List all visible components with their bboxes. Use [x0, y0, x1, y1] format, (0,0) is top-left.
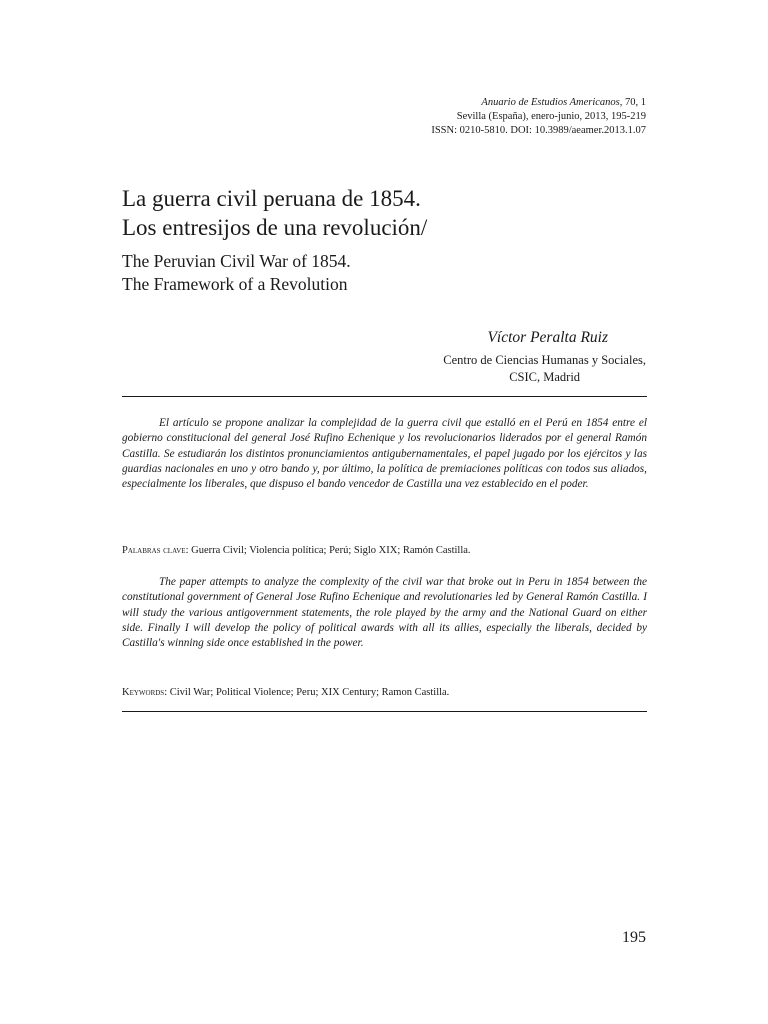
journal-name-line — [431, 96, 646, 110]
journal-issn-doi: ISSN: 0210-5810. DOI: 10.3989/aeamer.2013.1.07 — [431, 125, 646, 136]
title-es-line-2: Los entresijos de una revolución/ — [122, 215, 428, 240]
keywords-spanish-text: Guerra Civil; Violencia política; Perú; Siglo XIX; Ramón Castilla. — [191, 545, 471, 556]
author-block — [443, 328, 646, 386]
title-en-line-2: The Framework of a Revolution — [122, 273, 348, 294]
journal-citation-header — [431, 96, 646, 138]
abstract-spanish: El artículo se propone analizar la complejidad de la guerra civil que estalló en el Perú en 1854 entre el gobierno constitucional del general José Rufino Echenique y los revolucionarios liderados por el general Ramón Castilla. Se estudiarán los distintos pronunciamientos antigubernamentales, el papel jugado por los ejércitos y las guardias nacionales en uno y otro bando y, por último, la política de premiaciones políticas con todos sus aliados, especialmente los liberales, que dispuso el bando vencedor de Castilla una vez establecido en el poder. — [122, 417, 647, 491]
journal-place-dates: Sevilla (España), enero-junio, 2013, 195-219 — [456, 111, 646, 122]
keywords-spanish: Palabras clave: Guerra Civil; Violencia política; Perú; Siglo XIX; Ramón Castilla. — [122, 545, 471, 556]
keywords-spanish-label: Palabras clave — [122, 545, 186, 556]
journal-volume: , 70, 1 — [619, 97, 646, 108]
title-es-line-1: La guerra civil peruana de 1854. — [122, 186, 421, 211]
article-title-english — [122, 250, 652, 295]
page-number: 195 — [622, 929, 646, 946]
affiliation-line-2: CSIC, Madrid — [509, 370, 581, 384]
title-en-line-1: The Peruvian Civil War of 1854. — [122, 251, 351, 271]
affiliation-line-1: Centro de Ciencias Humanas y Sociales, — [443, 353, 646, 367]
abstract-english: The paper attempts to analyze the complexity of the civil war that broke out in Peru in 1854 between the constitutional government of General Jose Rufino Echenique and revolutionaries led by General Ramón Castilla. I will study the various antigovernment statements, the role played by the army and the National Guard on either side. Finally I will develop the policy of political awards with all its allies, especially the liberals, decided by Castilla's winning side once established in the power. — [122, 576, 647, 650]
article-title-spanish — [122, 184, 652, 242]
bottom-divider — [122, 711, 647, 712]
journal-name: Anuario de Estudios Americanos — [481, 97, 620, 108]
article-title-block — [122, 184, 652, 295]
author-affiliation — [443, 352, 646, 386]
keywords-english-text: Civil War; Political Violence; Peru; XIX Century; Ramon Castilla. — [169, 687, 450, 698]
top-divider — [122, 396, 647, 397]
author-name: Víctor Peralta Ruiz — [487, 329, 608, 346]
keywords-english: Keywords: Civil War; Political Violence; Peru; XIX Century; Ramon Castilla. — [122, 687, 450, 698]
keywords-english-label: Keywords — [122, 687, 165, 698]
